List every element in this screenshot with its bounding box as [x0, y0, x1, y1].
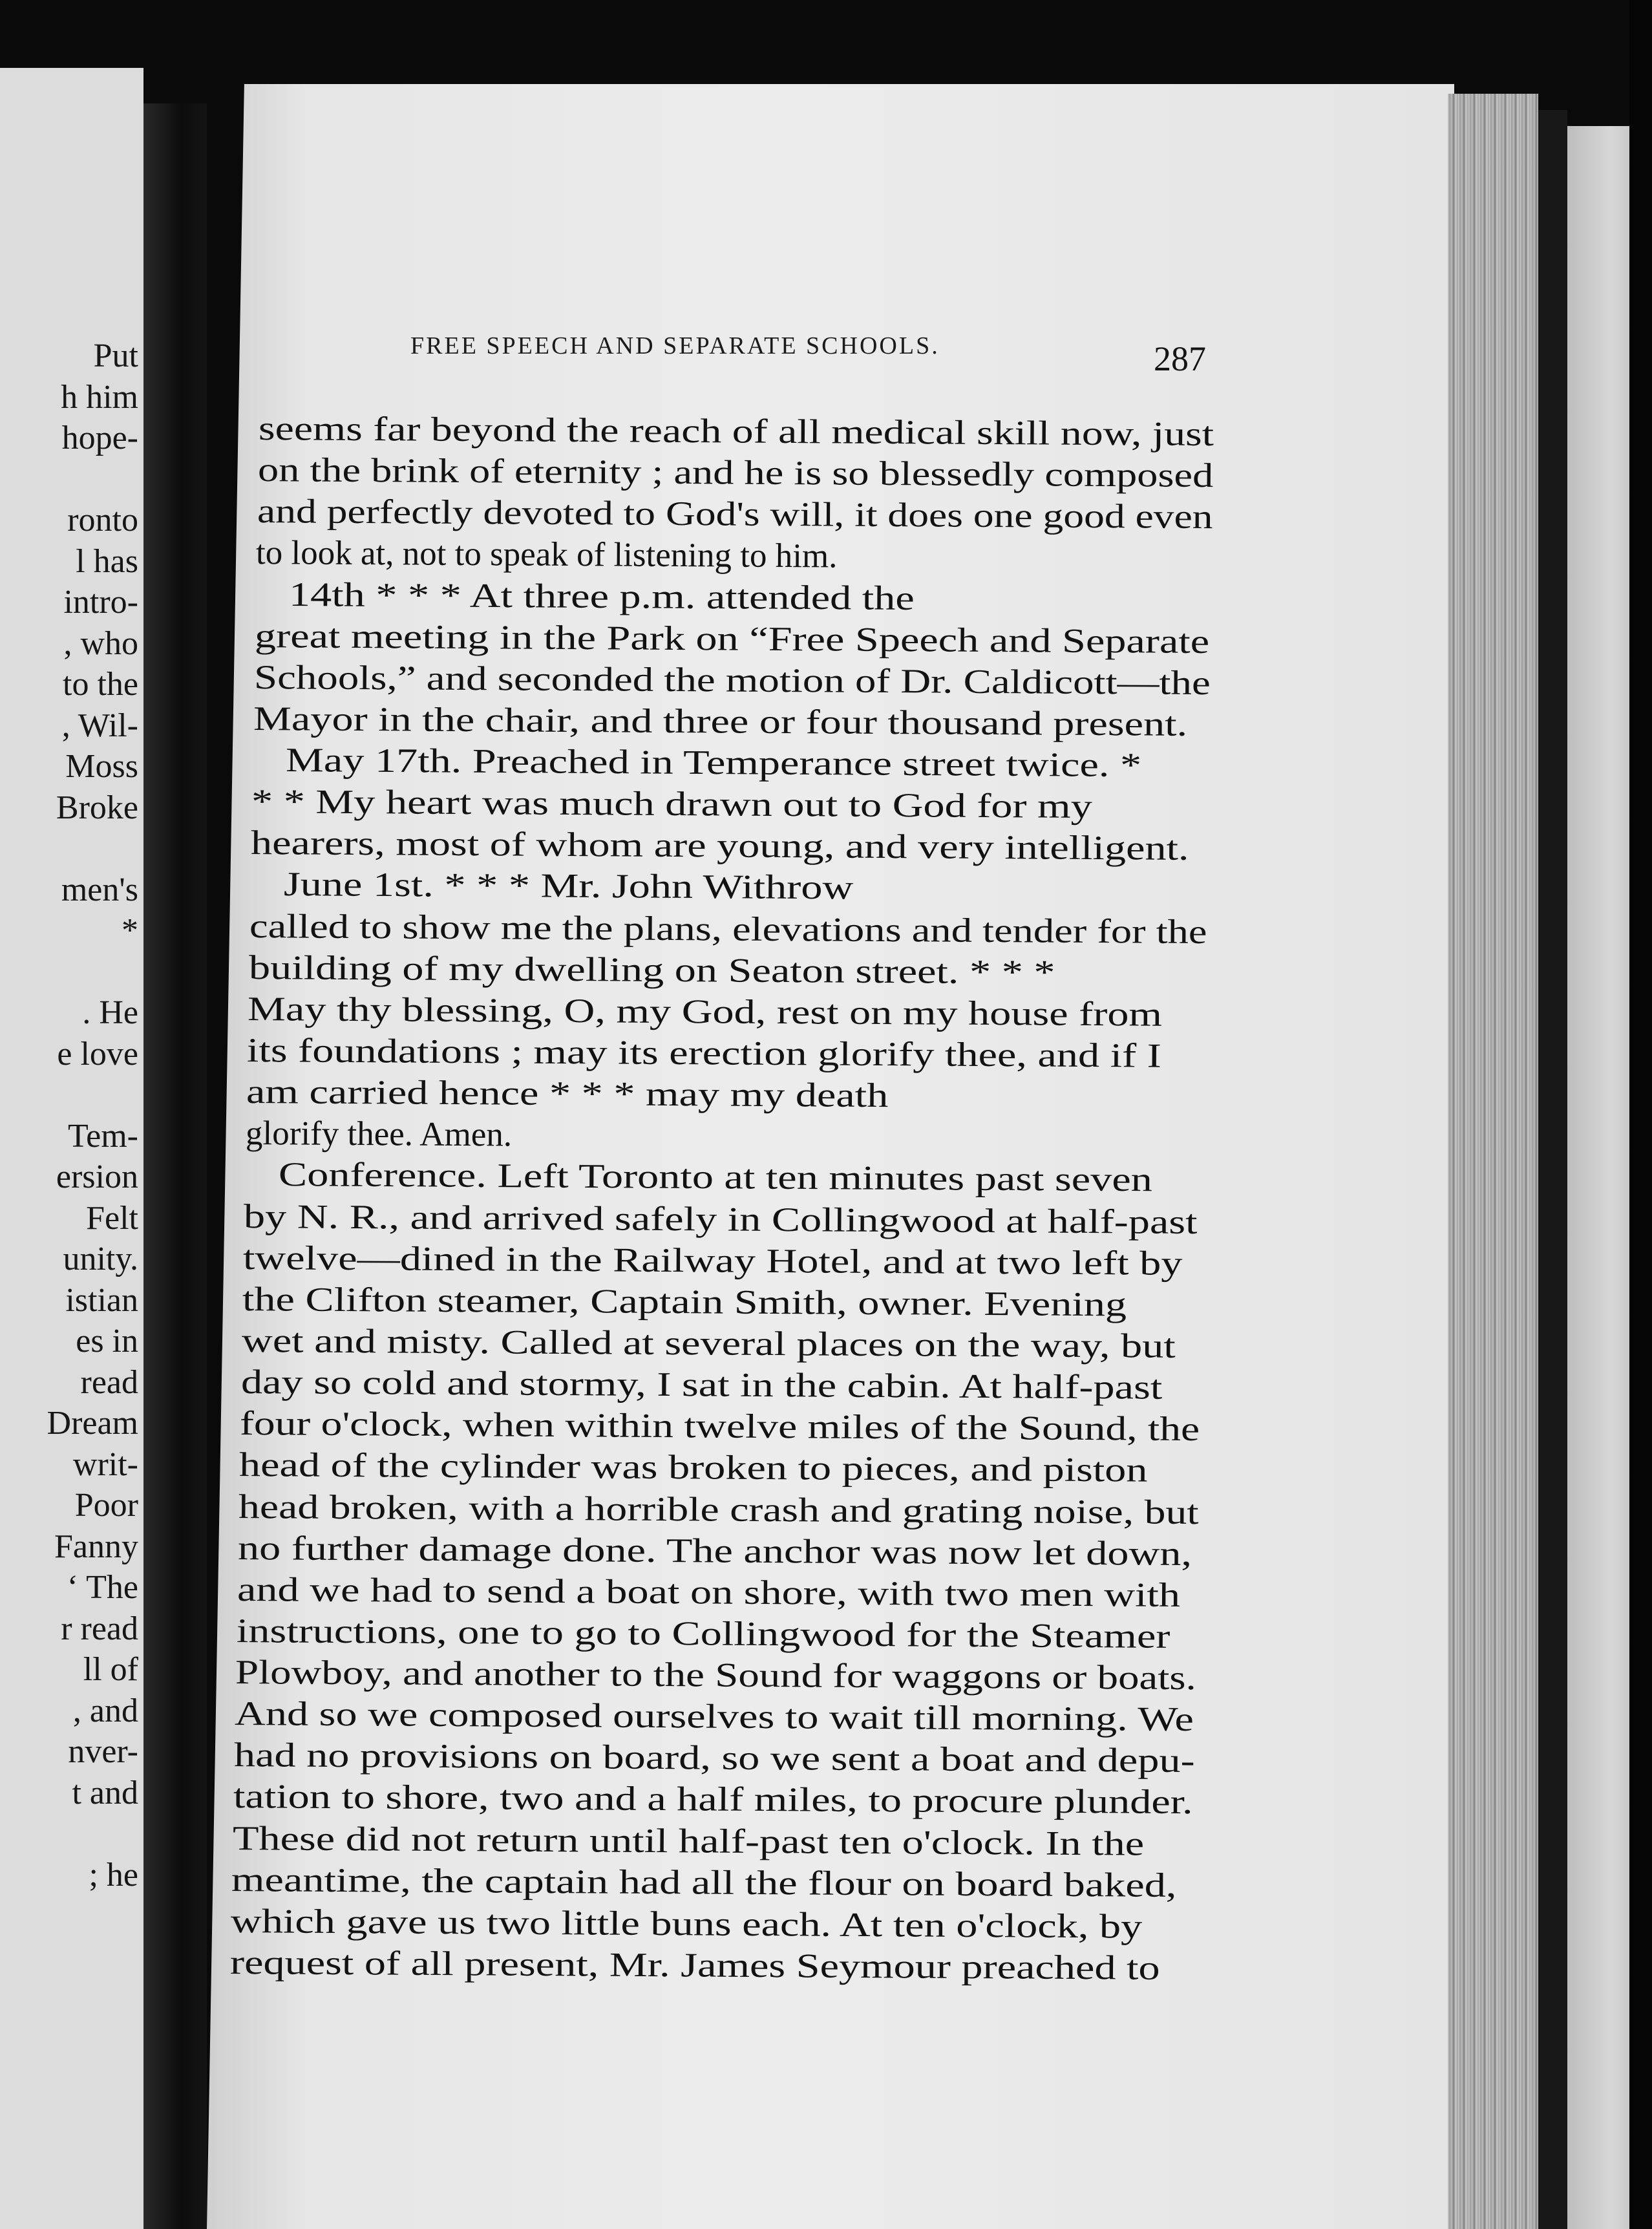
left-page-line: , who [63, 624, 138, 662]
left-page-line: nver- [68, 1733, 138, 1770]
left-page-line: writ- [72, 1445, 138, 1483]
left-page-line: h him [61, 378, 138, 416]
body-line: its foundations ; may its erection glorify thee, and if I [246, 1032, 1162, 1075]
left-page-line: Broke [56, 789, 138, 826]
body-line: wet and misty. Called at several places on the way, but [241, 1321, 1176, 1365]
left-page-line: , Wil- [61, 707, 138, 744]
body-line: called to show me the plans, elevations and tender for the [249, 907, 1207, 951]
left-page-line: ersion [56, 1158, 138, 1195]
body-line: am carried hence * * * may my death [246, 1073, 889, 1115]
body-line: the Clifton steamer, Captain Smith, owner. Evening [242, 1280, 1127, 1324]
body-line: May thy blessing, O, my God, rest on my house from [248, 990, 1163, 1034]
facing-page-left [0, 68, 143, 2229]
body-line: and we had to send a boat on shore, with two men with [237, 1570, 1180, 1614]
body-line: on the brink of eternity ; and he is so blessedly composed [257, 451, 1214, 495]
body-line: by N. R., and arrived safely in Collingwood at half-past [244, 1197, 1198, 1241]
left-page-line: * [122, 912, 138, 949]
left-page-line: Poor [74, 1487, 138, 1524]
body-line: and perfectly devoted to God's will, it does one good even [257, 493, 1213, 537]
body-line: had no provisions on board, so we sent a boat and depu- [233, 1736, 1195, 1780]
left-page-line: unity. [63, 1241, 138, 1277]
back-cover [1567, 126, 1629, 2229]
body-line: Schools,” and seconded the motion of Dr. Caldicott—the [253, 658, 1211, 702]
book-gutter [143, 103, 207, 2229]
left-page-line: read [80, 1363, 138, 1401]
body-line: no further damage done. The anchor was now let down, [237, 1529, 1192, 1573]
left-page-line: Moss [65, 748, 138, 785]
body-line: Conference. Left Toronto at ten minutes past seven [278, 1156, 1152, 1199]
left-page-line: Dream [47, 1405, 138, 1442]
body-line: request of all present, Mr. James Seymour preached to [229, 1944, 1160, 1987]
left-page-line: Tem- [68, 1117, 138, 1155]
body-line: Plowboy, and another to the Sound for waggons or boats. [235, 1654, 1197, 1698]
left-page-line: ‘ The [67, 1569, 138, 1606]
body-line: which gave us two little buns each. At ten o'clock, by [231, 1902, 1143, 1946]
body-line: June 1st. * * * Mr. John Withrow [283, 866, 854, 907]
body-line: to look at, not to speak of listening to him. [256, 534, 838, 575]
left-page-line: , and [72, 1692, 138, 1729]
left-page-line: Fanny [54, 1528, 138, 1565]
left-page-line: . He [82, 994, 138, 1031]
body-line: twelve—dined in the Railway Hotel, and at two left by [243, 1239, 1183, 1283]
running-head: FREE SPEECH AND SEPARATE SCHOOLS. [410, 332, 940, 359]
left-page-line: t and [72, 1774, 138, 1811]
left-page-line: men's [61, 871, 138, 908]
body-line: meantime, the captain had all the flour on board baked, [231, 1861, 1178, 1904]
body-line: hearers, most of whom are young, and very intelligent. [250, 824, 1189, 868]
body-line: seems far beyond the reach of all medical skill now, just [258, 410, 1214, 454]
left-page-line: Put [93, 337, 138, 374]
left-page-line: ronto [67, 502, 138, 539]
body-line: * * My heart was much drawn out to God for my [251, 783, 1093, 826]
body-line: building of my dwelling on Seaton street. * * * [248, 948, 1055, 992]
body-line: instructions, one to go to Collingwood for the Steamer [236, 1612, 1170, 1656]
body-line: tation to shore, two and a half miles, to procure plunder. [233, 1778, 1193, 1822]
left-page-line: to the [63, 666, 138, 703]
body-line: glorify thee. Amen. [245, 1114, 513, 1154]
left-page-line: es in [76, 1323, 138, 1360]
page-edges [1448, 94, 1538, 2229]
left-page-line: ; he [89, 1856, 138, 1893]
body-line: And so we composed ourselves to wait till morning. We [234, 1695, 1194, 1739]
body-line: day so cold and stormy, I sat in the cabin. At half-past [240, 1363, 1163, 1407]
body-line: four o'clock, when within twelve miles of the Sound, the [240, 1405, 1200, 1449]
background-edge [1629, 0, 1652, 2229]
cover-edge [1538, 110, 1567, 2229]
body-line: great meeting in the Park on “Free Speech and Separate [254, 617, 1210, 661]
left-page-line: l has [76, 542, 138, 580]
left-page-line: e love [57, 1035, 138, 1072]
left-page-line: istian [65, 1281, 138, 1319]
body-line: head of the cylinder was broken to pieces, and piston [239, 1446, 1148, 1489]
body-line: 14th * * * At three p.m. attended the [289, 575, 915, 617]
body-line: Mayor in the chair, and three or four thousand present. [253, 699, 1188, 743]
page-number: 287 [1154, 339, 1206, 378]
left-page-line: intro- [63, 584, 138, 621]
left-page-line: Felt [86, 1199, 138, 1237]
body-line: head broken, with a horrible crash and grating noise, but [238, 1488, 1199, 1531]
left-page-line: r read [61, 1610, 138, 1647]
left-page-line: hope- [61, 420, 138, 456]
body-line: These did not return until half-past ten o'clock. In the [232, 1819, 1144, 1863]
body-line: May 17th. Preached in Temperance street twice. * [286, 741, 1142, 785]
left-page-line: ll of [83, 1651, 138, 1688]
